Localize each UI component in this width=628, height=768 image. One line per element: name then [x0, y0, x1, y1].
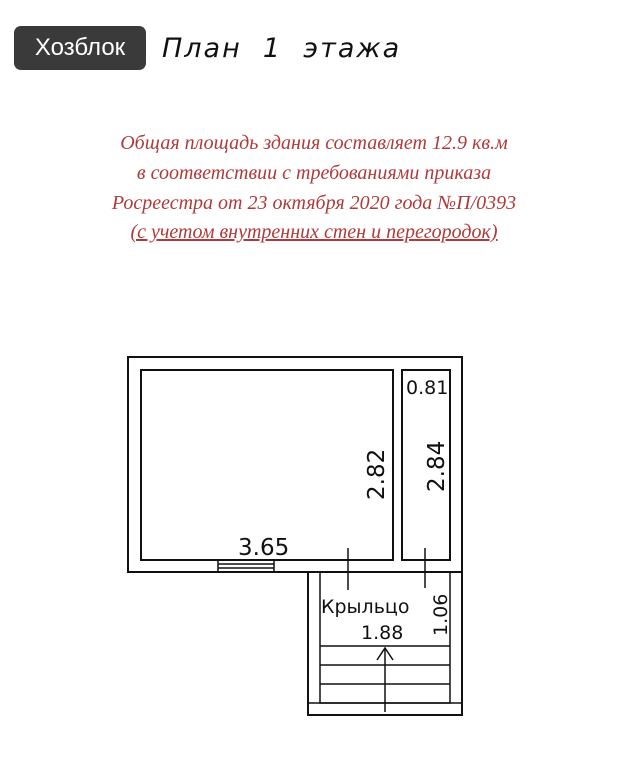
main-room — [141, 370, 393, 560]
main-room-width-label: 3.65 — [238, 535, 290, 561]
plan-title: План 1 этажа — [162, 33, 402, 64]
porch-width-label: 1.88 — [361, 622, 404, 644]
window — [218, 560, 274, 572]
area-note-line-1: Общая площадь здания составляет 12.9 кв.м — [120, 132, 508, 154]
area-note-line-3: Росреестра от 23 октября 2020 года №П/0393 — [111, 192, 517, 214]
area-note-line-4: (с учетом внутренних стен и перегородок) — [130, 221, 498, 243]
side-room-area-label: 0.81 — [406, 377, 449, 399]
side-room-depth-label: 2.84 — [424, 440, 450, 492]
porch-depth-label: 1.06 — [430, 593, 452, 636]
main-room-depth-label: 2.82 — [364, 448, 390, 500]
area-note-line-2: в соответствии с требованиями приказа — [136, 162, 492, 184]
porch-label: Крыльцо — [321, 596, 410, 618]
building-type-badge: Хозблок — [14, 26, 146, 70]
